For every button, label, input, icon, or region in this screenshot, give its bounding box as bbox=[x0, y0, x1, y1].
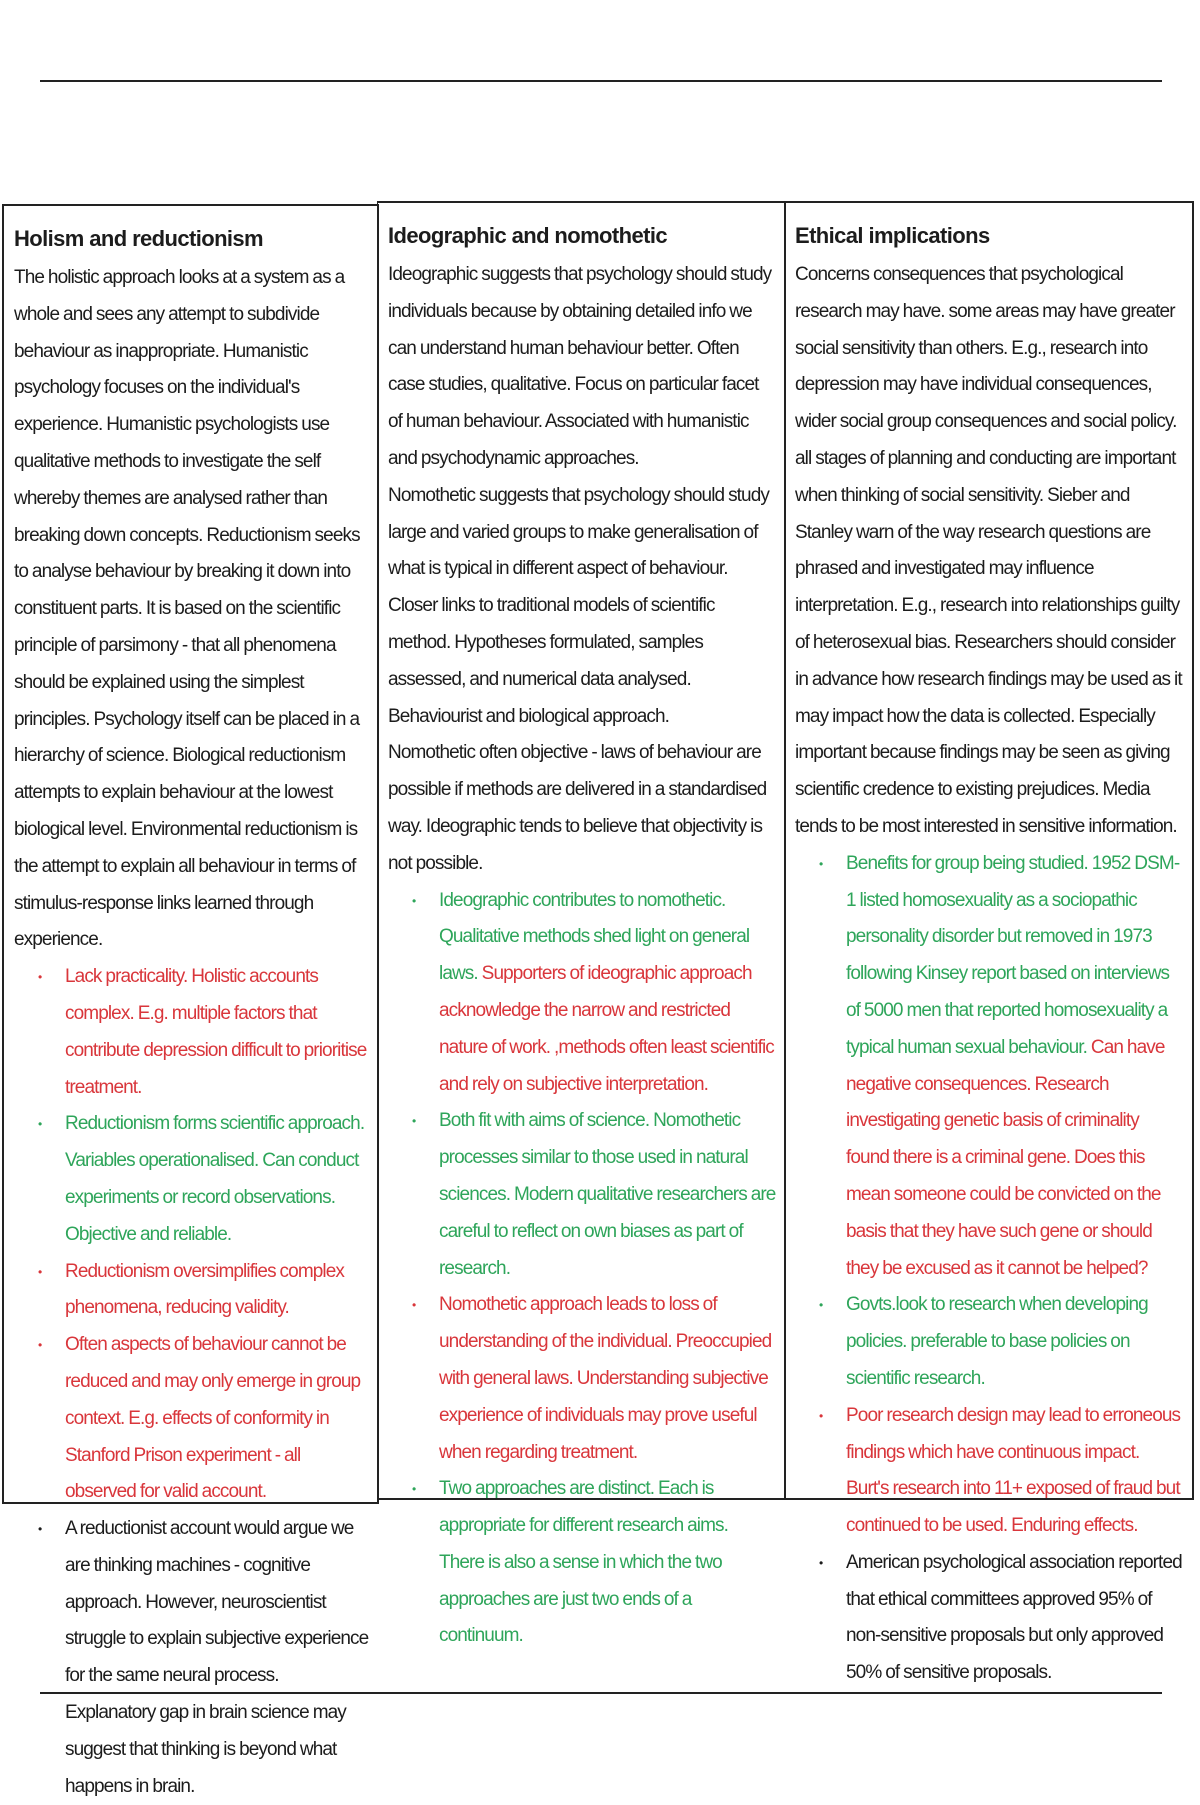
column-holism-reductionism bbox=[2, 204, 379, 1797]
bullet-text-weakness: Can have negative consequences. Research investigating genetic basis of criminality found there is a criminal gene. Does this mean someone could be convicted on the basis that they have such gene or should they be excused as it cannot be helped? bbox=[846, 1036, 1165, 1279]
bullet-text-strength: Ideographic contributes to nomothetic. Qualitative methods shed light on general laws. bbox=[439, 889, 750, 985]
evaluation-bullet bbox=[14, 1254, 369, 1328]
top-horizontal-rule bbox=[40, 80, 1162, 82]
bullet-text-strength: Benefits for group being studied. 1952 DSM-1 listed homosexuality as a sociopathic personality disorder but removed in 1973 following Kinsey report based on interviews of 5000 men that reported homosexuality a typical human sexual behaviour. bbox=[846, 852, 1180, 1058]
bullet-text-weakness: Supporters of ideographic approach acknowledge the narrow and restricted nature of work. ,methods often least scientific and rely on subjective interpretation. bbox=[439, 963, 774, 1095]
evaluation-bullet bbox=[388, 1287, 776, 1471]
body-paragraph: Ideographic suggests that psychology should study individuals because by obtaining detailed info we can understand human behaviour better. Often case studies, qualitative. Focus on particular facet of human behaviour. Associated with humanistic and psychodynamic approaches. bbox=[388, 264, 772, 469]
evaluation-bullet bbox=[795, 1287, 1184, 1397]
evaluation-bullet-list bbox=[14, 959, 369, 1805]
evaluation-bullet bbox=[14, 1511, 369, 1805]
bullet-text-weakness: Reductionism oversimplifies complex phenomena, reducing validity. bbox=[65, 1260, 344, 1319]
column-paragraphs bbox=[795, 257, 1184, 846]
body-paragraph: Nomothetic often objective - laws of behaviour are possible if methods are delivered in a standardised way. Ideographic tends to believe that objectivity is not possible. bbox=[388, 742, 767, 874]
evaluation-bullet bbox=[14, 959, 369, 1106]
evaluation-bullet bbox=[388, 883, 776, 1104]
evaluation-bullet bbox=[388, 1471, 776, 1655]
column-paragraphs bbox=[14, 260, 369, 959]
evaluation-bullet bbox=[14, 1327, 369, 1511]
evaluation-bullet-list bbox=[388, 883, 776, 1656]
bottom-horizontal-rule bbox=[40, 1692, 1162, 1694]
bullet-text-weakness: Nomothetic approach leads to loss of understanding of the individual. Preoccupied with general laws. Understanding subjective experience of individuals may prove useful when regarding treatment. bbox=[439, 1294, 772, 1463]
evaluation-bullet bbox=[795, 1545, 1184, 1692]
bullet-text-strength: Two approaches are distinct. Each is appropriate for different research aims. There is also a sense in which the two approaches are just two ends of a continuum. bbox=[439, 1478, 729, 1647]
bullet-text-strength: Govts.look to research when developing policies. preferable to base policies on scientific research. bbox=[846, 1294, 1148, 1389]
evaluation-bullet bbox=[388, 1103, 776, 1287]
body-paragraph: The holistic approach looks at a system as a whole and sees any attempt to subdivide behaviour as inappropriate. Humanistic psychology focuses on the individual's experience. Humanistic psychologists use qualitative methods to investigate the self whereby themes are analysed rather than breaking down concepts. Reductionism seeks to analyse behaviour by breaking it down into constituent parts. It is based on the scientific principle of parsimony - that all phenomena should be explained using the simplest principles. Psychology itself can be placed in a hierarchy of science. Biological reductionism attempts to explain behaviour at the lowest biological level. Environmental reductionism is the attempt to explain all behaviour in terms of stimulus-response links learned through experience. bbox=[14, 267, 360, 951]
column-paragraphs bbox=[388, 257, 776, 883]
body-paragraph: Nomothetic suggests that psychology should study large and varied groups to make generalisation of what is typical in different aspect of behaviour. Closer links to traditional models of scientific method. Hypotheses formulated, samples assessed, and numerical data analysed. Behaviourist and biological approach. bbox=[388, 484, 769, 727]
bullet-text-weakness: Often aspects of behaviour cannot be reduced and may only emerge in group context. E.g. effects of conformity in Stanford Prison experiment - all observed for valid account. bbox=[65, 1334, 361, 1503]
bullet-text-neutral: A reductionist account would argue we are thinking machines - cognitive approach. However, neuroscientist struggle to explain subjective experience for the same neural process. Explanatory gap in brain science may suggest that thinking is beyond what happens in brain. bbox=[65, 1518, 369, 1797]
column-ideographic-nomothetic bbox=[377, 201, 786, 1647]
bullet-text-weakness: Poor research design may lead to erroneous findings which have continuous impact. Burt's research into 11+ exposed of fraud but continued to be used. Enduring effects. bbox=[846, 1404, 1181, 1537]
column-ethical-implications bbox=[784, 201, 1194, 1684]
column-title: Ideographic and nomothetic bbox=[388, 223, 667, 248]
bullet-text-weakness: Lack practicality. Holistic accounts complex. E.g. multiple factors that contribute depression difficult to prioritise treatment. bbox=[65, 966, 367, 1098]
evaluation-bullet bbox=[795, 1398, 1184, 1545]
column-title: Holism and reductionism bbox=[14, 226, 264, 251]
bullet-text-neutral: American psychological association reported that ethical committees approved 95% of non-sensitive proposals but only approved 50% of sensitive proposals. bbox=[846, 1551, 1182, 1684]
evaluation-bullet bbox=[14, 1106, 369, 1253]
bullet-text-strength: Reductionism forms scientific approach. Variables operationalised. Can conduct experiments or record observations. Objective and reliable. bbox=[65, 1113, 365, 1245]
bullet-text-strength: Both fit with aims of science. Nomothetic processes similar to those used in natural sciences. Modern qualitative researchers are careful to reflect on own biases as part of research. bbox=[439, 1110, 776, 1279]
evaluation-bullet-list bbox=[795, 846, 1184, 1692]
body-paragraph: Concerns consequences that psychological research may have. some areas may have greater social sensitivity than others. E.g., research into depression may have individual consequences, wider social group consequences and social policy. all stages of planning and conducting are important when thinking of social sensitivity. Sieber and Stanley warn of the way research questions are phrased and investigated may influence interpretation. E.g., research into relationships guilty of heterosexual bias. Researchers should consider in advance how research findings may be used as it may impact how the data is collected. Especially important because findings may be seen as giving scientific credence to existing prejudices. Media tends to be most interested in sensitive information. bbox=[795, 264, 1182, 837]
column-title: Ethical implications bbox=[795, 223, 990, 248]
evaluation-bullet bbox=[795, 846, 1184, 1288]
